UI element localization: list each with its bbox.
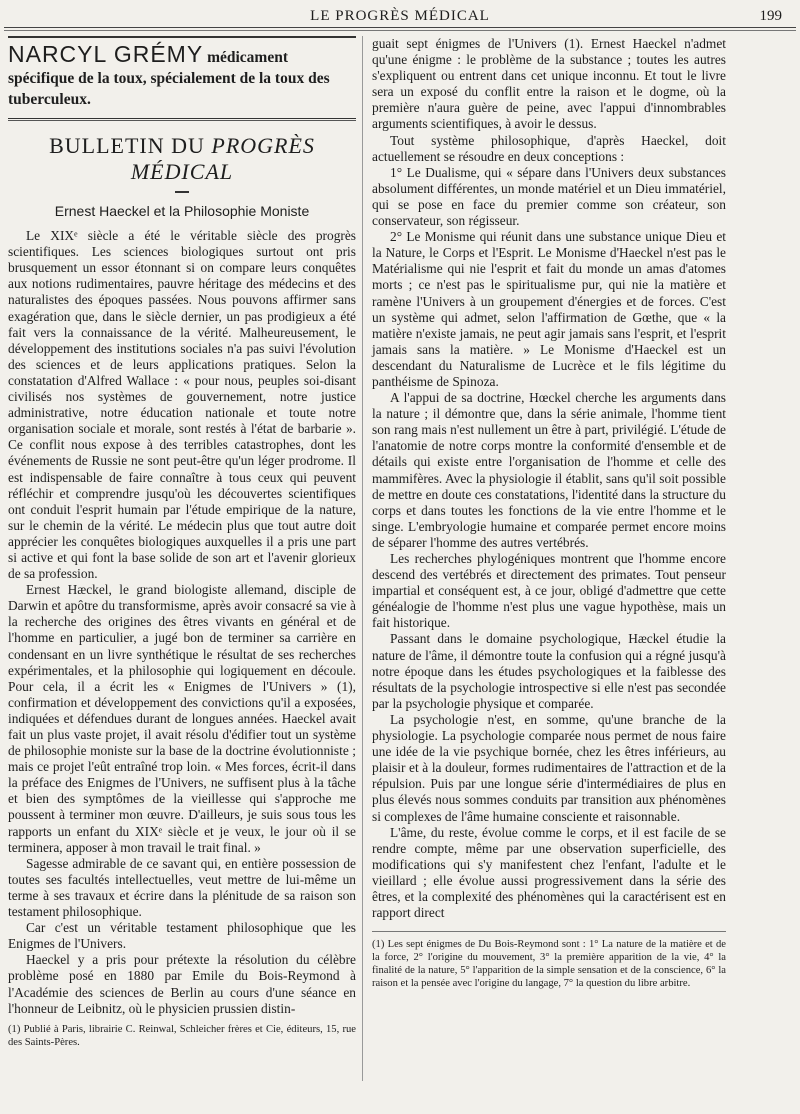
article-title: Ernest Haeckel et la Philosophie Moniste (54, 203, 310, 219)
left-paragraph: Car c'est un véritable testament philosophique que les Enigmes de l'Univers. (8, 920, 356, 952)
advert-brand: NARCYL GRÉMY (8, 41, 204, 67)
left-paragraph: Ernest Hæckel, le grand biologiste allemand, disciple de Darwin et apôtre du transformisme, après avoir consacré sa vie à la recherche des origines des êtres vivants en général et de l'homme en particulier, a jugé bon de terminer sa carrière en condensant en un livre synthétique le résultat de ses recherches expérimentales, et la philosophie qui logiquement en découle. Pour cela, il a écrit les « Enigmes de l'Univers » (1), confirmation et développement des convictions qu'il a exposées, indiquées et défendues durant de longues années. Haeckel avait fait un plus vaste projet, il avait résolu d'édifier tout un système de philosophie moniste sur la base de la doctrine évolutionniste ; mais ce projet l'eût entraîné trop loin. « Mes forces, écrit-il dans la préface des Enigmes de l'Univers, ne suffisent plus à la tâche et bien des symptômes de la vieillesse qui s'approche me poussent à terminer mon œuvre. D'ailleurs, je suis sous tous les rapports un enfant du XIXᵉ siècle et je veux, le jour où il se terminera, apposer à mon travail le trait final. » (8, 582, 356, 855)
right-footnote: (1) Les sept énigmes de Du Bois-Reymond sont : 1° La nature de la matière et de la force, 2° l'origine du mouvement, 3° la première apparition de la vie, 4° la finalité de la nature, 5° l'apparition de la simple sensation et de la conscience, 6° la raison et la pensée avec l'origine du langage, 7° la question du libre arbitre. (372, 939, 726, 990)
left-paragraph: Haeckel y a pris pour prétexte la résolution du célèbre problème posé en 1880 par Emile du Bois-Reymond à l'Académie des sciences de Berlin au cours d'une séance en l'honneur de Leibnitz, où le physicien prussien distin- (8, 952, 356, 1016)
left-footnote: (1) Publié à Paris, librairie C. Reinwal, Schleicher frères et Cie, éditeurs, 15, rue des Saints-Pères. (8, 1023, 356, 1048)
running-head (0, 6, 800, 28)
right-paragraph: L'âme, du reste, évolue comme le corps, et il est facile de se rendre compte, même par une observation superficielle, des modifications qui s'y manifestent chez l'enfant, l'adulte et le vieillard ; elle évolue aussi progressivement dans la série des êtres, et la complexité des phénomènes qui la caractérisent est en rapport direct (372, 824, 726, 921)
header-rule (4, 27, 796, 28)
right-paragraph: Les recherches phylogéniques montrent que l'homme encore descend des vertébrés et directement des primates. Tout penseur impartial et conséquent est, à ce jour, obligé d'admettre que cette généalogie de l'homme n'est plus une vague hypothèse, mais un fait historique. (372, 551, 726, 631)
running-title: LE PROGRÈS MÉDICAL (310, 8, 490, 24)
page-number: 199 (759, 8, 782, 24)
bulletin-title-plain: BULLETIN DU (49, 133, 212, 158)
advertisement (8, 41, 356, 110)
left-paragraph: Le XIXᵉ siècle a été le véritable siècle des progrès scientifiques. Les sciences biologiques surtout ont pris brusquement un essor étonnant si on compare leurs conquêtes aux notions rudimentaires, pauvre héritage des médecins et des naturalistes des époques passées. Nous pouvons affirmer sans exagération que, dans le siècle dernier, un pas prodigieux a été fait vers la connaissance de la vérité. Malheureusement, le développement des institutions sociales n'a pas suivi l'évolution des sciences et de leurs applications pratiques. Selon la constatation d'Alfred Wallace : « pour nous, peuples soi-disant civilisés nos systèmes de gouvernement, notre justice administrative, notre éducation nationale et toute notre organisation sociale et morale, sont restés à l'état de barbarie ». Ce conflit nous expose à des terribles catastrophes, dont les événements de Russie ne sont peut-être qu'un léger prodrome. Il est indispensable de faire connaître à tous ceux qui peuvent réfléchir et comprendre jusqu'où les découvertes scientifiques ont conduit l'esprit humain par l'étude empirique de la nature, sur le chemin de la vérité. Le médecin plus que tout autre doit apprécier les conquêtes biologiques auxquelles il a pris une part si active et qui font la base solide de son art et l'avenir glorieux de sa profession. (8, 228, 356, 582)
advert-text: médicament spécifique de la toux, spécialement de la toux des tuberculeux. (8, 49, 330, 108)
left-paragraph: Sagesse admirable de ce savant qui, en entière possession de toutes ses facultés intellectuelles, veut mettre de lui-même un terme à ses travaux et écrire dans la plénitude de sa raison son testament philosophique. (8, 855, 356, 920)
title-dash (175, 191, 189, 193)
right-column (372, 36, 726, 990)
right-paragraph: Tout système philosophique, d'après Haeckel, doit actuellement se résoudre en deux conceptions : (372, 132, 726, 164)
right-paragraph: Passant dans le domaine psychologique, Hæckel étudie la nature de l'âme, il démontre toute la confusion qui a régné jusqu'à notre époque dans les études psychologiques et la faiblesse des résultats de la psychologie introspective si elle n'est pas secondée par la psychologie physique et comparée. (372, 631, 726, 711)
right-paragraph: guait sept énigmes de l'Univers (1). Ernest Haeckel n'admet qu'une énigme : le problème de la substance ; toutes les autres s'expliquent ou entrent dans cet unique inconnu. Et tout le livre sera un exposé du conflit entre la raison et le dogme, où la première n'aura guère de peine, avec l'appui d'innombrables arguments scientifiques, à avoir le dessus. (372, 36, 726, 132)
right-paragraph: La psychologie n'est, en somme, qu'une branche de la physiologie. La psychologie comparée nous permet de nous faire une idée de la vie psychique bornée, chez les êtres inférieurs, au plaisir et à la douleur, formes rudimentaires de l'attraction et de la répulsion. Puis par une longue série d'intermédiaires de plus en plus élevés nous sommes conduits par transition aux phénomènes si complexes de l'âme humaine consciente et raisonnable. (372, 711, 726, 824)
header-rule-secondary (4, 30, 796, 31)
left-column (8, 36, 356, 1049)
bulletin-title (8, 133, 356, 185)
right-paragraph: 2° Le Monisme qui réunit dans une substance unique Dieu et la Nature, le Corps et l'Esprit. Le Monisme d'Haeckel n'est pas le Matérialisme qui nie l'esprit et fait du monde un amas d'atomes morts ; ce n'est pas le spiritualisme pur, qui nie la matière et ramène l'Univers à un groupement d'énergies et de forces. C'est un système qui admet, selon l'affirmation de Gœthe, que « la matière n'existe jamais, ne peut agir jamais sans l'esprit, et l'esprit jamais sans la matière. » Le Monisme d'Haeckel est un descendant du Naturalisme de Lucrèce et le fils légitime du panthéisme de Spinoza. (372, 229, 726, 389)
advert-rule-secondary (8, 120, 356, 121)
footnote-rule (372, 931, 726, 932)
advert-rule (8, 118, 356, 119)
column-divider (362, 36, 363, 1081)
advert-top-rule (8, 36, 356, 38)
bulletin-title-italic: PROGRÈS MÉDICAL (130, 133, 315, 184)
right-paragraph: A l'appui de sa doctrine, Hœckel cherche les arguments dans la nature ; il démontre que, dans la série animale, l'homme tient son rang mais n'est nullement un être à part, privilégié. L'étude de l'anatomie de notre corps montre la conformité d'ensemble et de détails qui existe entre l'organisation de l'homme et celle des mammifères. Avec la physiologie il établit, sans qu'il soit possible de mettre en doute ces constatations, l'identité dans la structure du corps et dans toutes les fonctions de la vie entre l'homme et le singe. L'embryologie humaine et comparée permet encore moins de séparer l'homme des autres vertébrés. (372, 390, 726, 550)
right-paragraph: 1° Le Dualisme, qui « sépare dans l'Univers deux substances absolument différentes, un monde matériel et un Dieu immatériel, qui se pose en face du premier comme son créateur, son conservateur, son régisseur. (372, 164, 726, 229)
